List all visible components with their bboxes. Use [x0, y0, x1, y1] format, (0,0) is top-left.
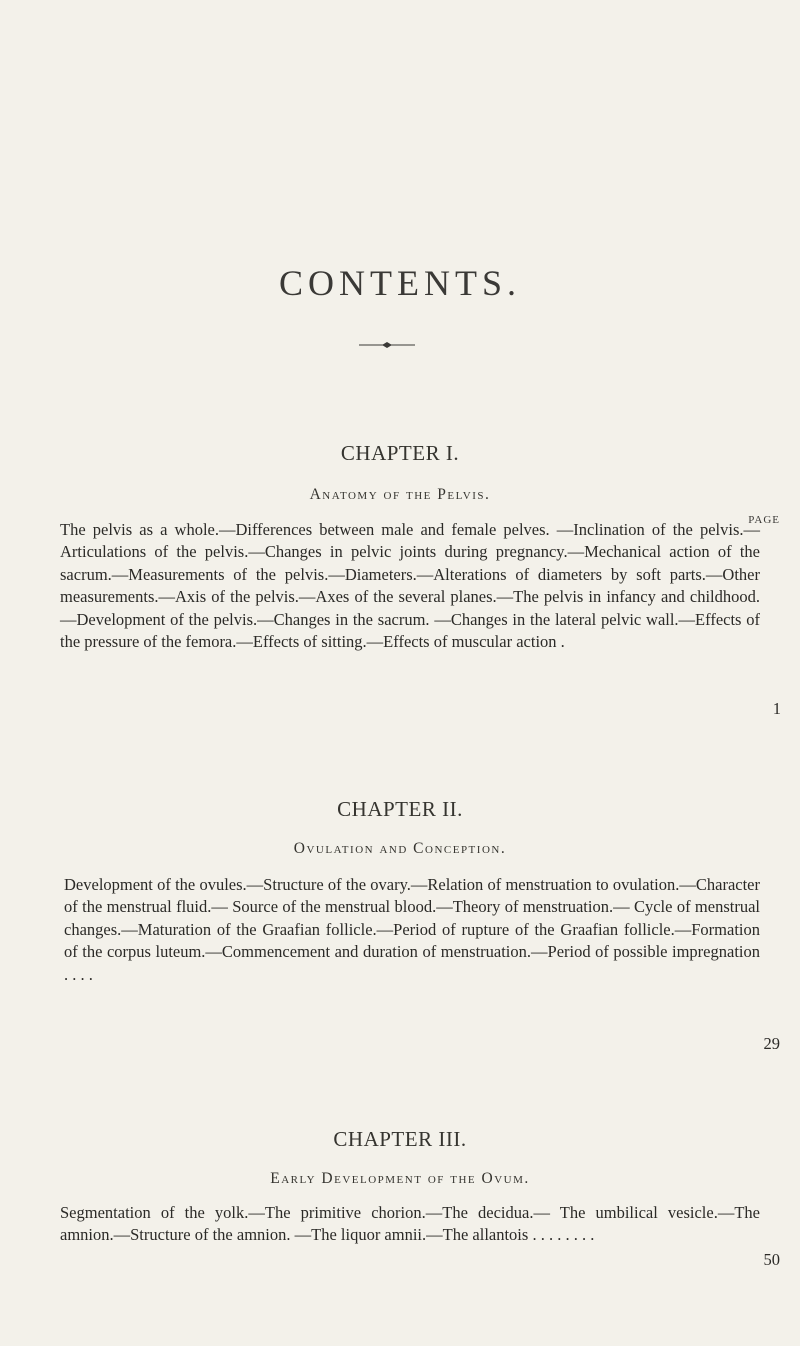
- ornament-divider: [359, 340, 415, 350]
- chapter-1-summary-text: The pelvis as a whole.—Differences between male and female pelves. —Inclination of the pelvis.—Articulations of the pelvis.—Changes in pelvic joints during pregnancy.—Mechanical action of the sacrum.—Measurements of the pelvis.—Diameters.—Alterations of diameters by soft parts.—Other measurements.—Axis of the pelvis.—Axes of the several planes.—The pelvis in infancy and childhood.—Development of the pelvis.—Changes in the sacrum. —Changes in the lateral pelvic wall.—Effects of the pressure of the femora.—Effects of sitting.—Effects of muscular action: [60, 520, 760, 652]
- chapter-1-leader: .: [556, 632, 565, 652]
- chapter-3-subtitle: Early Development of the Ovum.: [270, 1170, 530, 1187]
- chapter-3-summary-text: Segmentation of the yolk.—The primitive chorion.—The decidua.— The umbilical vesicle.—The amnion.—Structure of the amnion. —The liquor amnii.—The allantois: [60, 1203, 760, 1245]
- chapter-2-leader: . . . .: [64, 964, 93, 984]
- chapter-1-page-number: 1: [772, 699, 781, 718]
- chapter-3-heading: CHAPTER III.: [333, 1127, 467, 1151]
- chapter-2-summary-text: Development of the ovules.—Structure of the ovary.—Relation of menstruation to ovulation.—Character of the menstrual fluid.— Source of the menstrual blood.—Theory of menstruation.— Cycle of menstrual changes.—Maturation of the Graafian follicle.—Period of rupture of the Graafian follicle.—Formation of the corpus luteum.—Commencement and duration of menstruation.—Period of possible impregnation: [64, 875, 760, 962]
- chapter-3-page-number: 50: [763, 1250, 780, 1269]
- chapter-2-heading: CHAPTER II.: [337, 797, 463, 821]
- chapter-2-subtitle: Ovulation and Conception.: [293, 840, 507, 857]
- chapter-2-summary: [64, 874, 760, 986]
- chapter-2-page-number: 29: [763, 1034, 780, 1053]
- page-title: CONTENTS.: [279, 263, 521, 303]
- page-column-label: PAGE: [748, 514, 780, 526]
- chapter-1-summary: [60, 519, 760, 653]
- chapter-3-leader: . . . . . . . .: [528, 1225, 595, 1245]
- chapter-1-subtitle: Anatomy of the Pelvis.: [309, 486, 491, 503]
- chapter-3-summary: [60, 1202, 760, 1247]
- chapter-1-heading: CHAPTER I.: [340, 441, 460, 465]
